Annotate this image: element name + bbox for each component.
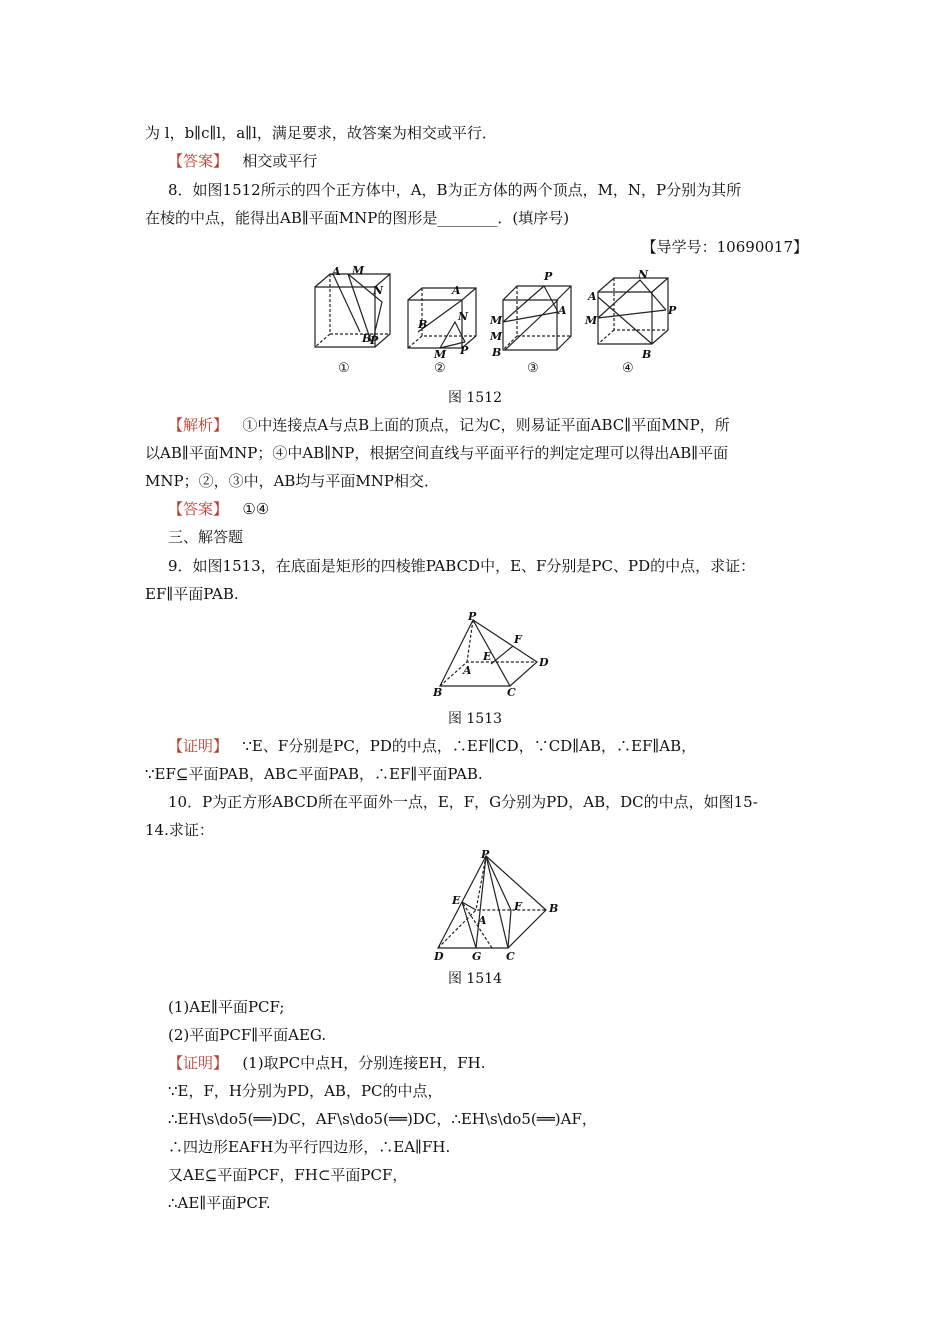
label-n: N <box>458 310 469 323</box>
label-f: F <box>514 633 522 646</box>
question-9-line-2: EF∥平面PAB. <box>145 585 239 603</box>
analysis-line-3: MNP；②，③中，AB均与平面MNP相交． <box>145 472 440 490</box>
figure-number: ③ <box>527 361 539 376</box>
analysis-tag: 【解析】 <box>168 416 229 434</box>
label-b: B <box>362 332 372 345</box>
proof-line-1 <box>168 736 696 756</box>
label-d: D <box>539 656 549 669</box>
label-p: P <box>460 344 469 357</box>
label-m: M <box>490 330 503 343</box>
label-p: P <box>370 334 379 347</box>
label-a: A <box>332 265 341 278</box>
question-8-line-1: 8．如图1512所示的四个正方体中，A，B为正方体的两个顶点，M，N，P分别为其所 <box>168 181 742 199</box>
label-b: B <box>642 348 652 361</box>
label-b: B <box>433 686 443 698</box>
question-10-line-1: 10．P为正方形ABCD所在平面外一点，E，F，G分别为PD，AB，DC的中点，如图15- <box>168 793 758 811</box>
question-10-line-2: 14.求证： <box>145 821 214 839</box>
label-b: B <box>549 902 559 915</box>
proof-tag: 【证明】 <box>168 737 229 755</box>
label-a: A <box>463 664 472 677</box>
label-e: E <box>452 894 461 907</box>
label-b: B <box>492 346 502 359</box>
label-n: N <box>373 284 384 297</box>
label-a: A <box>478 914 487 927</box>
proof-line-2: ∵EF⊆平面PAB，AB⊂平面PAB，∴EF∥平面PAB. <box>145 765 483 783</box>
text-line: 为 l，b∥c∥l，a∥l，满足要求，故答案为相交或平行． <box>145 124 497 142</box>
figure-1512 <box>300 262 690 378</box>
figure-number: ④ <box>622 361 634 376</box>
analysis-line-1 <box>168 415 730 435</box>
label-p: P <box>544 270 553 283</box>
label-m: M <box>585 314 598 327</box>
proof-line-5: 又AE⊆平面PCF，FH⊂平面PCF， <box>168 1166 408 1184</box>
label-m: M <box>352 264 365 277</box>
proof-text: (1)取PC中点H，分别连接EH，FH. <box>242 1054 486 1072</box>
label-a: A <box>588 290 597 303</box>
label-e: E <box>483 650 492 663</box>
section-heading: 三、解答题 <box>168 528 244 546</box>
figure-caption: 图 1512 <box>447 390 503 406</box>
proof-line-6: ∴AE∥平面PCF. <box>168 1194 271 1212</box>
proof-text: ∵E、F分别是PC，PD的中点，∴EF∥CD，∵CD∥AB，∴EF∥AB， <box>242 737 697 755</box>
question-10-part-2: (2)平面PCF∥平面AEG. <box>168 1026 327 1044</box>
answer-text: 相交或平行 <box>242 152 318 170</box>
figure-caption: 图 1513 <box>447 711 503 727</box>
label-a: A <box>558 304 567 317</box>
label-p: P <box>468 610 477 623</box>
figure-number: ① <box>338 361 350 376</box>
analysis-line-2: 以AB∥平面MNP；④中AB∥NP，根据空间直线与平面平行的判定定理可以得出AB∥平面 <box>145 444 729 462</box>
proof-line-4: ∴四边形EAFH为平行四边形，∴EA∥FH. <box>168 1138 451 1156</box>
analysis-text: ①中连接点A与点B上面的顶点，记为C，则易证平面ABC∥平面MNP，所 <box>242 416 730 434</box>
proof-line-2: ∵E，F，H分别为PD，AB，PC的中点， <box>168 1082 443 1100</box>
label-f: F <box>514 900 522 913</box>
label-p: P <box>668 304 677 317</box>
figure-1514 <box>428 848 568 964</box>
question-8-line-2: 在棱的中点，能得出AB∥平面MNP的图形是________．(填序号) <box>145 209 570 227</box>
question-9-line-1: 9．如图1513，在底面是矩形的四棱锥PABCD中，E、F分别是PC、PD的中点，求证： <box>168 557 756 575</box>
label-m: M <box>434 348 447 361</box>
answer-line <box>168 151 317 171</box>
label-a: A <box>452 284 461 297</box>
answer-text: ①④ <box>242 500 270 518</box>
proof-tag: 【证明】 <box>168 1054 229 1072</box>
answer-tag: 【答案】 <box>168 500 229 518</box>
answer-tag: 【答案】 <box>168 152 229 170</box>
proof-line-3: ∴EH\s\do5(══)DC，AF\s\do5(══)DC，∴EH\s\do5(══)AF， <box>168 1110 597 1128</box>
label-p: P <box>481 848 490 861</box>
label-c: C <box>506 950 515 963</box>
figure-number: ② <box>434 361 446 376</box>
label-g: G <box>472 950 482 963</box>
figure-caption: 图 1514 <box>447 971 503 987</box>
figure-1513 <box>425 610 555 698</box>
label-d: D <box>434 950 444 963</box>
label-m: M <box>490 314 503 327</box>
question-10-part-1: (1)AE∥平面PCF; <box>168 998 285 1016</box>
proof-line-1 <box>168 1053 486 1073</box>
guide-number: 【导学号：10690017】 <box>641 238 808 256</box>
label-b: B <box>418 318 428 331</box>
label-c: C <box>507 686 516 698</box>
answer-line <box>168 499 269 519</box>
label-n: N <box>638 268 649 281</box>
